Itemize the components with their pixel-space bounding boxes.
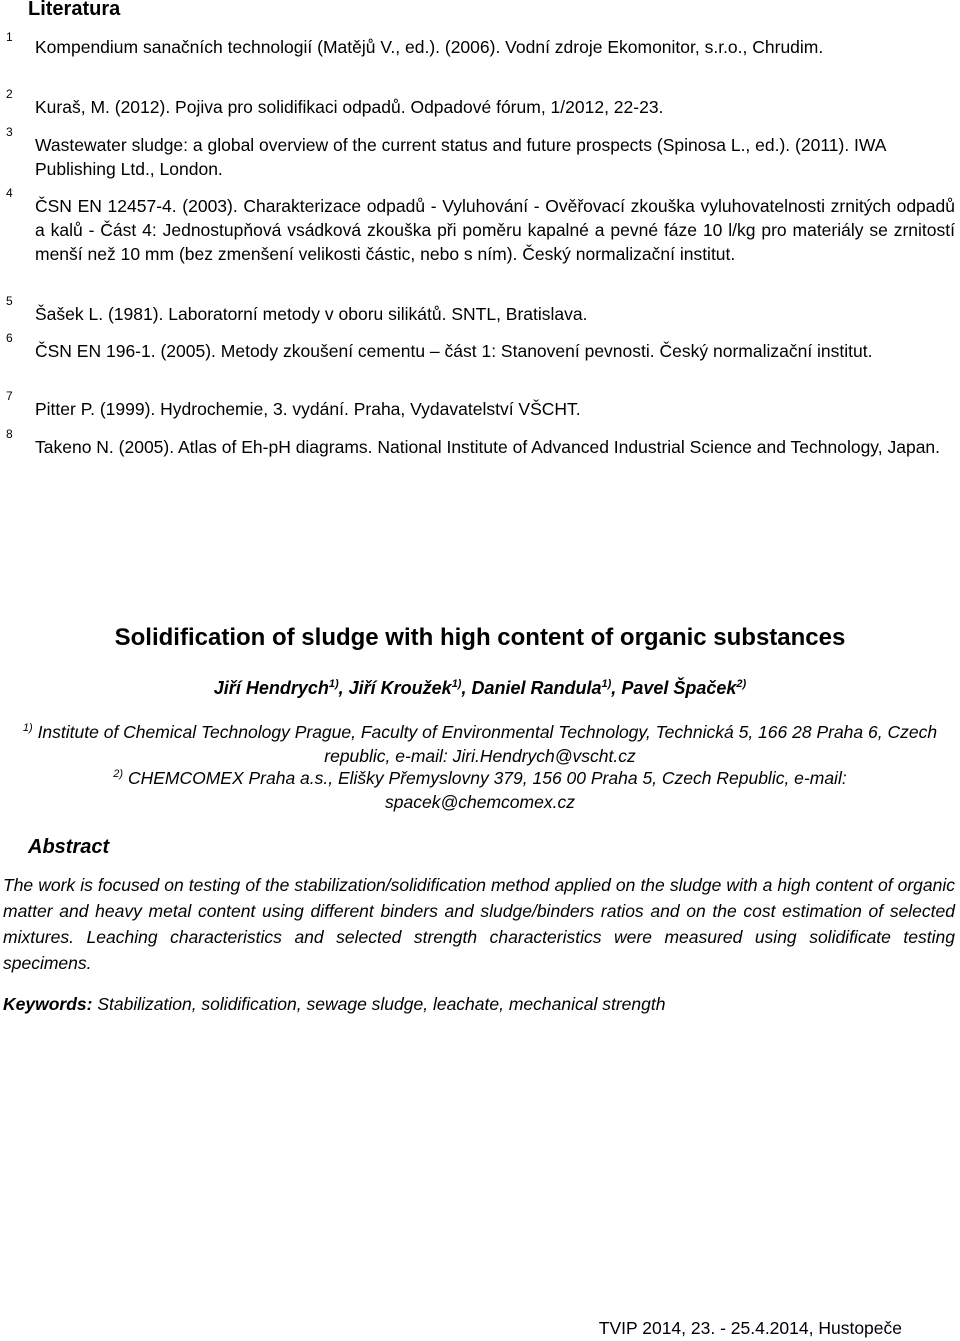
reference-number: 2 [6, 87, 13, 101]
keywords [3, 991, 955, 1017]
paper-title: Solidification of sludge with high content of organic substances [114, 624, 846, 651]
affiliation-mark: 1) [22, 722, 33, 734]
reference-text: Takeno N. (2005). Atlas of Eh-pH diagrams. National Institute of Advanced Industrial Science and Technology, Japan. [35, 437, 941, 457]
affiliation-text: Institute of Chemical Technology Prague, Faculty of Environmental Technology, Technická 5, 166 28 Praha 6, Czech republic, e-mail: Jiri.Hendrych@vscht.cz [37, 721, 938, 766]
author-affiliation-mark: 1) [451, 678, 462, 690]
author-name: Jiří Hendrych [213, 678, 329, 698]
literature-heading: Literatura [28, 0, 121, 20]
affiliation [10, 716, 950, 768]
page-footer: TVIP 2014, 23. - 25.4.2014, Hustopeče [598, 1318, 902, 1338]
reference-text: Pitter P. (1999). Hydrochemie, 3. vydání. Praha, Vydavatelství VŠCHT. [35, 399, 581, 419]
reference-text: Kompendium sanačních technologií (Matějů V., ed.). (2006). Vodní zdroje Ekomonitor, s.r.o., Chrudim. [35, 37, 824, 57]
keywords-label: Keywords: [3, 994, 93, 1014]
author-affiliation-mark: 1) [601, 678, 612, 690]
reference-text: Šašek L. (1981). Laboratorní metody v oboru silikátů. SNTL, Bratislava. [35, 304, 588, 324]
author-separator: , [461, 678, 472, 698]
reference-number: 4 [6, 186, 13, 200]
reference-number: 7 [6, 389, 13, 403]
reference-number: 6 [6, 331, 13, 345]
reference-text: ČSN EN 12457-4. (2003). Charakterizace odpadů - Vyluhování - Ověřovací zkouška vyluhovatelnosti zrnitých odpadů a kalů - Část 4: Jednostupňová vsádková zkouška při poměru kapalné a pevné fáze 10 l/kg pro materiály se zrnitostí menší než 10 mm (bez zmenšení velikosti částic, nebo s ním). Český normalizační institut. [35, 196, 955, 264]
reference-text: Kuraš, M. (2012). Pojiva pro solidifikaci odpadů. Odpadové fórum, 1/2012, 22-23. [35, 97, 664, 117]
reference-text: ČSN EN 196-1. (2005). Metody zkoušení cementu – část 1: Stanovení pevnosti. Český normalizační institut. [35, 341, 873, 361]
abstract-heading: Abstract [28, 836, 110, 858]
author-separator: , [611, 678, 622, 698]
author-affiliation-mark: 1) [328, 678, 339, 690]
reference-number: 5 [6, 294, 13, 308]
affiliation-mark: 2) [113, 768, 124, 780]
author-affiliation-mark: 2) [736, 678, 747, 690]
author-name: Daniel Randula [471, 678, 602, 698]
author-name: Pavel Špaček [621, 678, 737, 698]
abstract-text: The work is focused on testing of the stabilization/solidification method applied on the sludge with a high content of organic matter and heavy metal content using different binders and sludge/binders ratios and on the cost estimation of selected mixtures. Leaching characteristics and selected strength characteristics were measured using solidificate testing specimens. [3, 875, 955, 973]
affiliation-text: CHEMCOMEX Praha a.s., Elišky Přemyslovny 379, 156 00 Praha 5, Czech Republic, e-mail: spacek@chemcomex.cz [127, 767, 847, 812]
keywords-text: Stabilization, solidification, sewage sludge, leachate, mechanical strength [97, 994, 666, 1014]
reference-text: Wastewater sludge: a global overview of the current status and future prospects (Spinosa L., ed.). (2011). IWA Publishing Ltd., London. [35, 135, 886, 179]
affiliation [10, 762, 950, 814]
author-separator: , [338, 678, 349, 698]
reference-number: 8 [6, 427, 13, 441]
reference-number: 1 [6, 30, 13, 44]
reference-number: 3 [6, 125, 13, 139]
author-list [0, 678, 960, 699]
author-name: Jiří Kroužek [348, 678, 452, 698]
